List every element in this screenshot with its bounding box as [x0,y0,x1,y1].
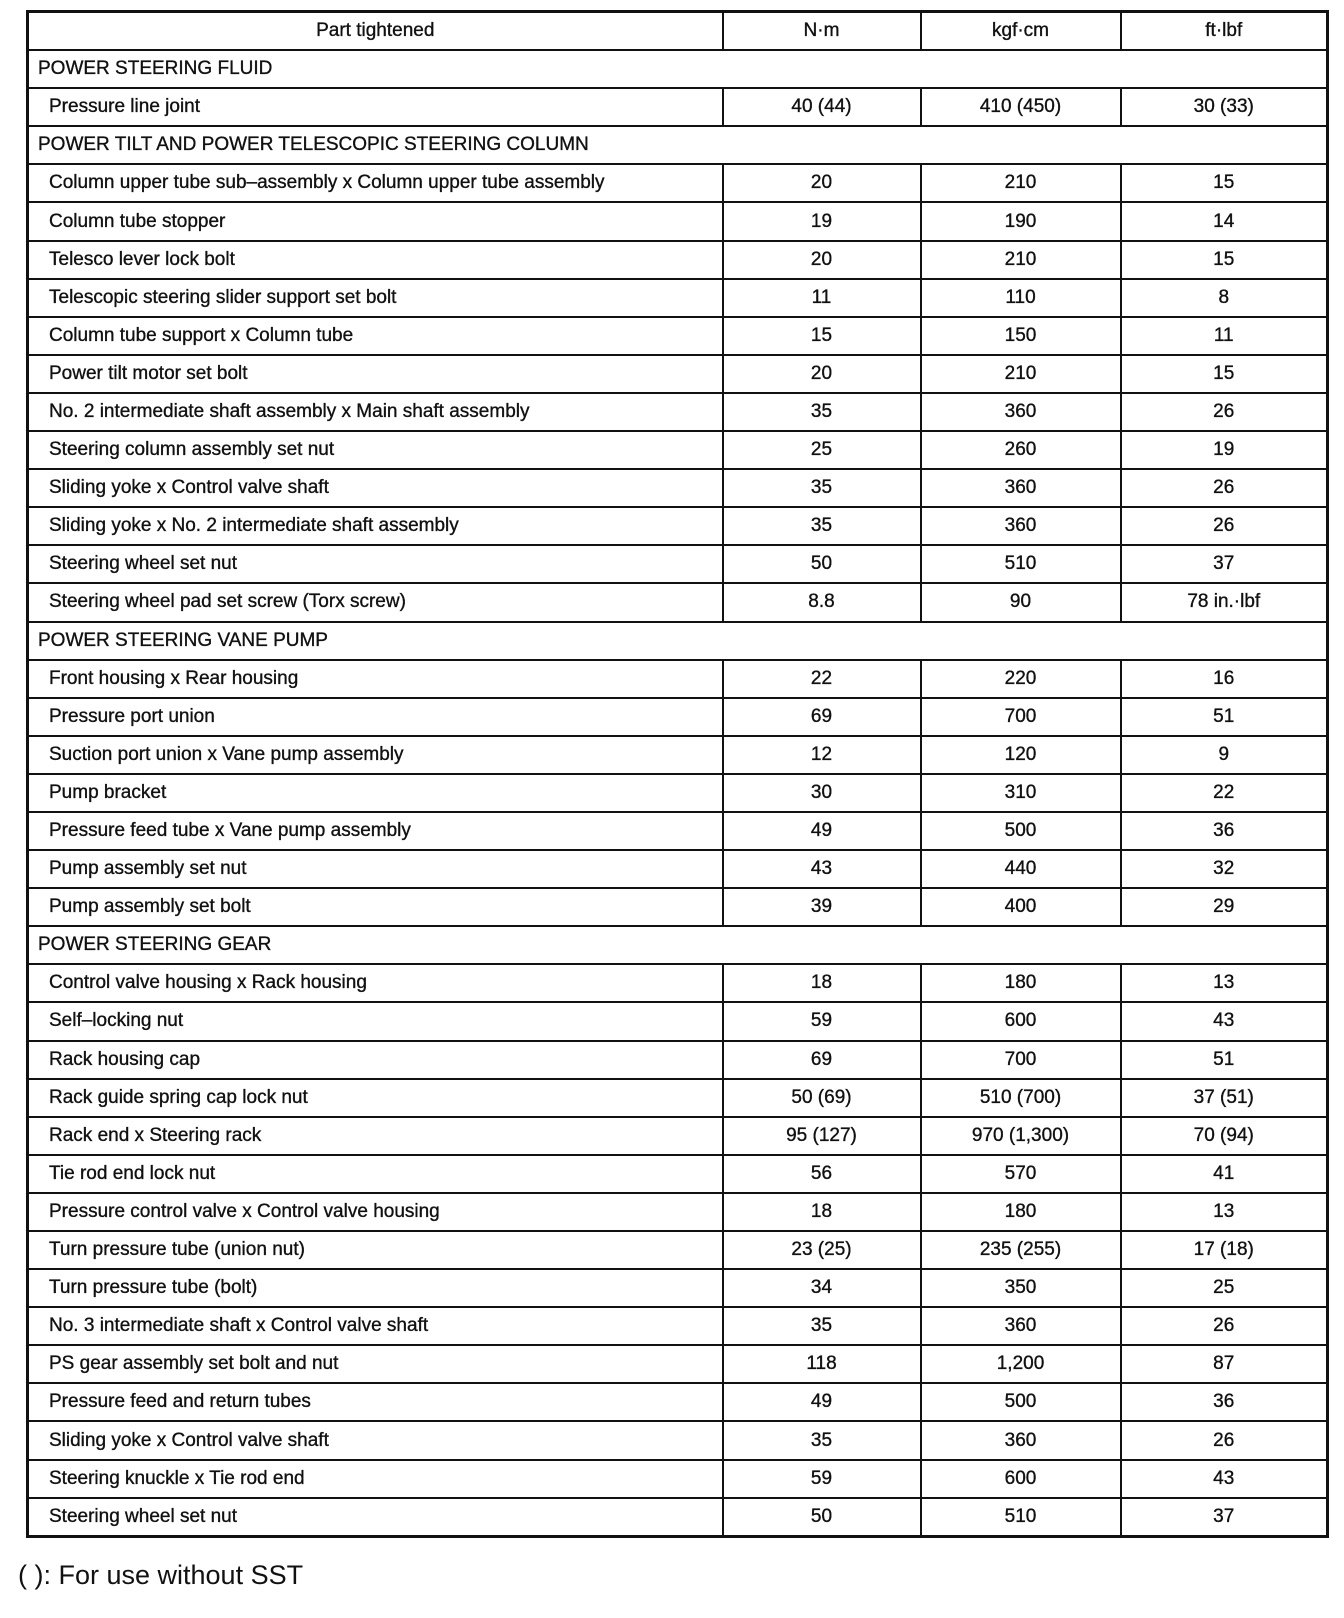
part-cell: Steering wheel set nut [28,545,723,583]
kgf-cm-cell: 235 (255) [921,1231,1121,1269]
nm-cell: 49 [723,1383,921,1421]
section-title: POWER TILT AND POWER TELESCOPIC STEERING COLUMN [28,126,1328,164]
nm-cell: 95 (127) [723,1117,921,1155]
part-cell: Pump bracket [28,774,723,812]
footnote: ( ): For use without SST [18,1560,304,1590]
nm-cell: 35 [723,1421,921,1459]
kgf-cm-cell: 220 [921,660,1121,698]
kgf-cm-cell: 360 [921,393,1121,431]
nm-cell: 50 [723,545,921,583]
part-cell: Sliding yoke x Control valve shaft [28,1421,723,1459]
kgf-cm-cell: 260 [921,431,1121,469]
part-cell: Control valve housing x Rack housing [28,964,723,1002]
kgf-cm-cell: 360 [921,507,1121,545]
ft-lbf-cell: 9 [1121,736,1328,774]
ft-lbf-cell: 37 [1121,1498,1328,1537]
part-cell: No. 3 intermediate shaft x Control valve shaft [28,1307,723,1345]
nm-cell: 69 [723,1041,921,1079]
part-cell: Steering wheel set nut [28,1498,723,1537]
ft-lbf-cell: 13 [1121,1193,1328,1231]
nm-cell: 30 [723,774,921,812]
nm-cell: 49 [723,812,921,850]
part-cell: Column tube stopper [28,202,723,240]
kgf-cm-cell: 440 [921,850,1121,888]
ft-lbf-cell: 51 [1121,1041,1328,1079]
nm-cell: 35 [723,469,921,507]
part-cell: Telescopic steering slider support set bolt [28,279,723,317]
nm-cell: 15 [723,317,921,355]
kgf-cm-cell: 360 [921,1307,1121,1345]
part-cell: Self–locking nut [28,1002,723,1040]
ft-lbf-cell: 15 [1121,164,1328,202]
table-row [28,1498,1328,1537]
kgf-cm-cell: 410 (450) [921,88,1121,126]
part-cell: Steering wheel pad set screw (Torx screw) [28,583,723,621]
table-body [28,50,1328,1536]
nm-cell: 34 [723,1269,921,1307]
kgf-cm-cell: 210 [921,164,1121,202]
nm-cell: 35 [723,393,921,431]
ft-lbf-cell: 30 (33) [1121,88,1328,126]
kgf-cm-cell: 210 [921,241,1121,279]
kgf-cm-cell: 360 [921,1421,1121,1459]
nm-cell: 59 [723,1002,921,1040]
section-title: POWER STEERING VANE PUMP [28,622,1328,660]
nm-cell: 50 (69) [723,1079,921,1117]
nm-cell: 56 [723,1155,921,1193]
nm-cell: 39 [723,888,921,926]
table-row [28,1421,1328,1459]
table-row [28,1307,1328,1345]
ft-lbf-cell: 37 [1121,545,1328,583]
nm-cell: 18 [723,964,921,1002]
table-row [28,1231,1328,1269]
header-row [28,12,1328,51]
nm-cell: 50 [723,1498,921,1537]
torque-spec-table [26,10,1329,1538]
table-row [28,964,1328,1002]
ft-lbf-cell: 78 in.·lbf [1121,583,1328,621]
ft-lbf-cell: 41 [1121,1155,1328,1193]
part-cell: PS gear assembly set bolt and nut [28,1345,723,1383]
kgf-cm-cell: 1,200 [921,1345,1121,1383]
table-row [28,736,1328,774]
header-kgf-cm: kgf·cm [921,12,1121,51]
nm-cell: 35 [723,507,921,545]
section-title: POWER STEERING FLUID [28,50,1328,88]
kgf-cm-cell: 310 [921,774,1121,812]
part-cell: Tie rod end lock nut [28,1155,723,1193]
nm-cell: 12 [723,736,921,774]
kgf-cm-cell: 210 [921,355,1121,393]
table-row [28,202,1328,240]
ft-lbf-cell: 43 [1121,1002,1328,1040]
ft-lbf-cell: 36 [1121,1383,1328,1421]
table-row [28,1117,1328,1155]
table-row [28,393,1328,431]
kgf-cm-cell: 510 (700) [921,1079,1121,1117]
ft-lbf-cell: 29 [1121,888,1328,926]
ft-lbf-cell: 70 (94) [1121,1117,1328,1155]
table-row [28,431,1328,469]
nm-cell: 18 [723,1193,921,1231]
nm-cell: 19 [723,202,921,240]
ft-lbf-cell: 32 [1121,850,1328,888]
part-cell: Pressure feed and return tubes [28,1383,723,1421]
part-cell: Pressure port union [28,698,723,736]
table-row [28,1383,1328,1421]
ft-lbf-cell: 15 [1121,241,1328,279]
table-row [28,545,1328,583]
table-row [28,1079,1328,1117]
ft-lbf-cell: 26 [1121,1307,1328,1345]
part-cell: Front housing x Rear housing [28,660,723,698]
header-ft-lbf: ft·lbf [1121,12,1328,51]
ft-lbf-cell: 51 [1121,698,1328,736]
section-header-row [28,50,1328,88]
ft-lbf-cell: 26 [1121,507,1328,545]
table-row [28,1460,1328,1498]
part-cell: Pressure control valve x Control valve housing [28,1193,723,1231]
part-cell: Rack housing cap [28,1041,723,1079]
part-cell: No. 2 intermediate shaft assembly x Main shaft assembly [28,393,723,431]
table-row [28,888,1328,926]
table-row [28,850,1328,888]
ft-lbf-cell: 11 [1121,317,1328,355]
nm-cell: 20 [723,164,921,202]
ft-lbf-cell: 43 [1121,1460,1328,1498]
table-row [28,1345,1328,1383]
kgf-cm-cell: 180 [921,1193,1121,1231]
kgf-cm-cell: 360 [921,469,1121,507]
section-header-row [28,926,1328,964]
kgf-cm-cell: 970 (1,300) [921,1117,1121,1155]
part-cell: Column tube support x Column tube [28,317,723,355]
nm-cell: 118 [723,1345,921,1383]
part-cell: Sliding yoke x No. 2 intermediate shaft assembly [28,507,723,545]
nm-cell: 22 [723,660,921,698]
kgf-cm-cell: 500 [921,1383,1121,1421]
part-cell: Rack guide spring cap lock nut [28,1079,723,1117]
nm-cell: 20 [723,355,921,393]
kgf-cm-cell: 350 [921,1269,1121,1307]
ft-lbf-cell: 16 [1121,660,1328,698]
table-row [28,1002,1328,1040]
header-nm: N·m [723,12,921,51]
table-row [28,317,1328,355]
kgf-cm-cell: 510 [921,1498,1121,1537]
kgf-cm-cell: 600 [921,1002,1121,1040]
part-cell: Turn pressure tube (union nut) [28,1231,723,1269]
part-cell: Suction port union x Vane pump assembly [28,736,723,774]
ft-lbf-cell: 26 [1121,1421,1328,1459]
table-row [28,88,1328,126]
part-cell: Pump assembly set bolt [28,888,723,926]
table-row [28,1193,1328,1231]
nm-cell: 23 (25) [723,1231,921,1269]
part-cell: Pressure feed tube x Vane pump assembly [28,812,723,850]
section-title: POWER STEERING GEAR [28,926,1328,964]
table-row [28,698,1328,736]
nm-cell: 59 [723,1460,921,1498]
ft-lbf-cell: 17 (18) [1121,1231,1328,1269]
kgf-cm-cell: 190 [921,202,1121,240]
ft-lbf-cell: 15 [1121,355,1328,393]
part-cell: Telesco lever lock bolt [28,241,723,279]
part-cell: Steering column assembly set nut [28,431,723,469]
table-row [28,660,1328,698]
kgf-cm-cell: 600 [921,1460,1121,1498]
kgf-cm-cell: 700 [921,698,1121,736]
part-cell: Column upper tube sub–assembly x Column upper tube assembly [28,164,723,202]
section-header-row [28,622,1328,660]
part-cell: Power tilt motor set bolt [28,355,723,393]
table-row [28,774,1328,812]
kgf-cm-cell: 400 [921,888,1121,926]
table-row [28,355,1328,393]
kgf-cm-cell: 120 [921,736,1121,774]
part-cell: Turn pressure tube (bolt) [28,1269,723,1307]
nm-cell: 40 (44) [723,88,921,126]
ft-lbf-cell: 25 [1121,1269,1328,1307]
nm-cell: 25 [723,431,921,469]
ft-lbf-cell: 19 [1121,431,1328,469]
kgf-cm-cell: 510 [921,545,1121,583]
nm-cell: 11 [723,279,921,317]
part-cell: Pressure line joint [28,88,723,126]
table-row [28,1155,1328,1193]
table-row [28,812,1328,850]
nm-cell: 20 [723,241,921,279]
nm-cell: 35 [723,1307,921,1345]
ft-lbf-cell: 87 [1121,1345,1328,1383]
ft-lbf-cell: 14 [1121,202,1328,240]
kgf-cm-cell: 700 [921,1041,1121,1079]
header-part: Part tightened [28,12,723,51]
part-cell: Steering knuckle x Tie rod end [28,1460,723,1498]
part-cell: Rack end x Steering rack [28,1117,723,1155]
table-row [28,1041,1328,1079]
ft-lbf-cell: 36 [1121,812,1328,850]
ft-lbf-cell: 13 [1121,964,1328,1002]
table-row [28,507,1328,545]
ft-lbf-cell: 22 [1121,774,1328,812]
kgf-cm-cell: 110 [921,279,1121,317]
torque-spec-sheet [26,10,1326,1538]
table-row [28,469,1328,507]
ft-lbf-cell: 8 [1121,279,1328,317]
ft-lbf-cell: 37 (51) [1121,1079,1328,1117]
table-row [28,583,1328,621]
table-row [28,1269,1328,1307]
table-row [28,279,1328,317]
nm-cell: 8.8 [723,583,921,621]
table-row [28,164,1328,202]
part-cell: Pump assembly set nut [28,850,723,888]
section-header-row [28,126,1328,164]
table-row [28,241,1328,279]
kgf-cm-cell: 500 [921,812,1121,850]
kgf-cm-cell: 150 [921,317,1121,355]
nm-cell: 69 [723,698,921,736]
kgf-cm-cell: 180 [921,964,1121,1002]
ft-lbf-cell: 26 [1121,393,1328,431]
kgf-cm-cell: 90 [921,583,1121,621]
part-cell: Sliding yoke x Control valve shaft [28,469,723,507]
ft-lbf-cell: 26 [1121,469,1328,507]
kgf-cm-cell: 570 [921,1155,1121,1193]
nm-cell: 43 [723,850,921,888]
